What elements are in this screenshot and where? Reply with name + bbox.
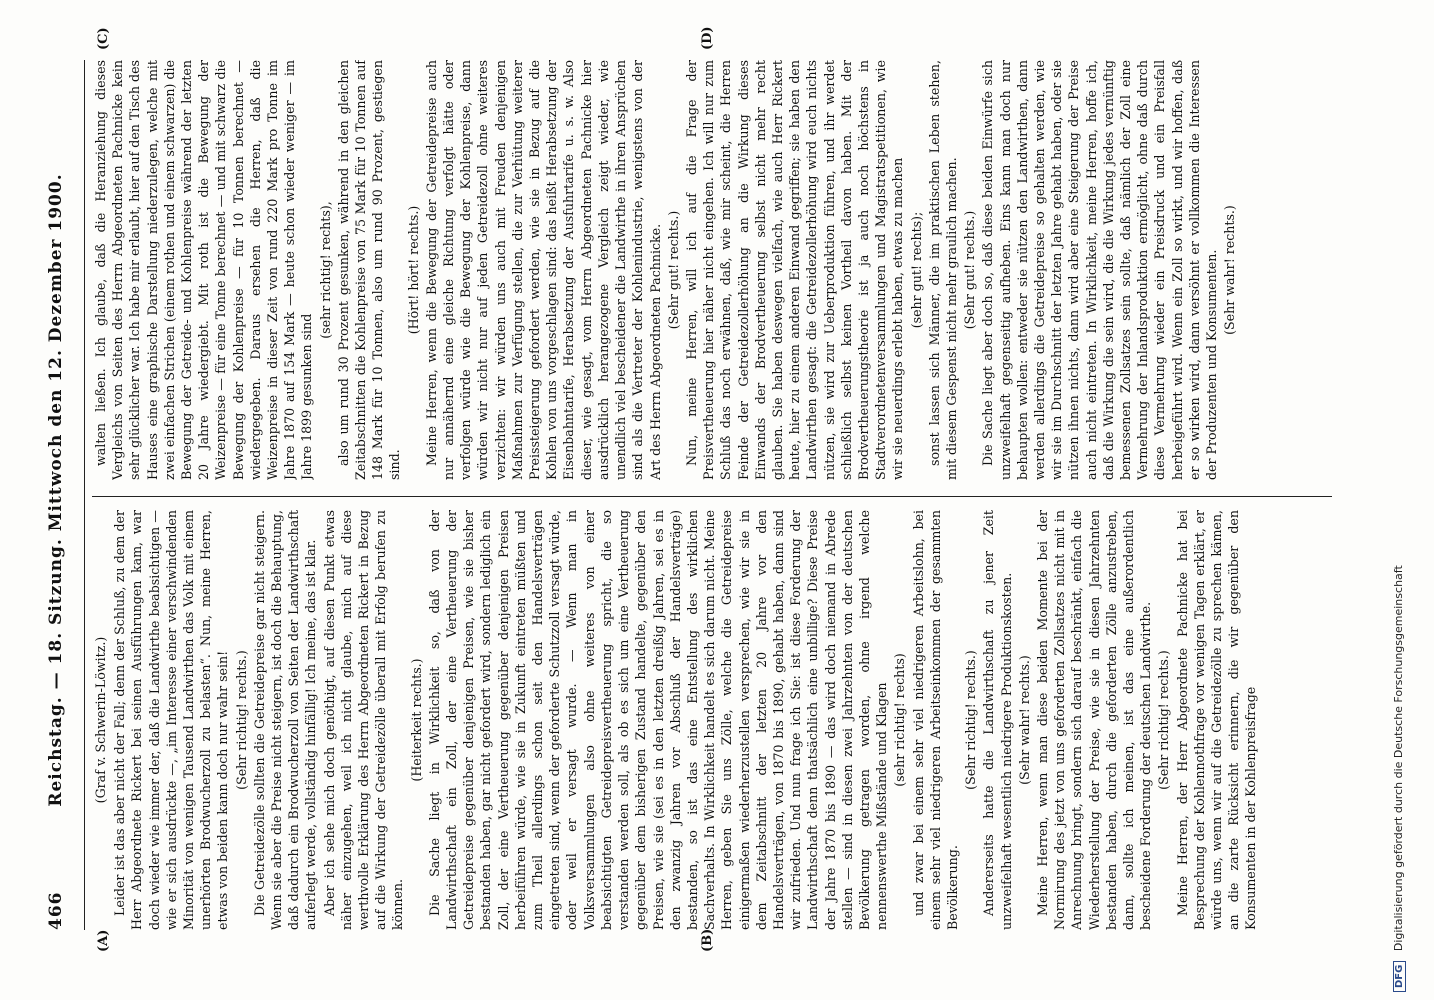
margin-marker-d: (D) bbox=[700, 26, 715, 50]
margin-marker-c: (C) bbox=[96, 27, 111, 50]
paragraph: und zwar bei einem sehr viel niedrigeren Arbeitslohn, bei einem sehr viel niedrigeren Arbeitseinkommen der gesammten Bevölkerung. bbox=[910, 510, 960, 930]
margin-marker-a: (A) bbox=[96, 929, 111, 952]
paragraph: Andererseits hatte die Landwirthschaft zu jener Zeit unzweifelhaft wesentlich niedrigere Produktionskosten. bbox=[981, 510, 1014, 930]
right-column-text bbox=[92, 60, 1238, 480]
paragraph: also um rund 30 Prozent gesunken, während in den gleichen Zeitabschnitten die Kohlenpreise von 75 Mark für 10 Tonnen auf 148 Mark für 10 Tonnen, also um rund 90 Prozent, gestiegen sind. bbox=[335, 60, 403, 480]
paragraph: Die Sache liegt in Wirklichkeit so, daß von der Landwirthschaft ein Zoll, der eine Vertheuerung der Getreidepreise gegenüber denjenigen Preisen, wie sie bisher bestanden haben, gar nicht gefordert wird, sondern lediglich ein Zoll, der eine Vertheuerung gegenüber denjenigen Preisen herbeiführen würde, wie sie in Zukunft eintreten müßten und zum Theil allerdings schon seit den Handelsverträgen eingetreten sind, wenn der geforderte Schutzzoll versagt würde, oder weil er versagt wurde. — Wenn man in Volksversammlungen also ohne weiteres von einer beabsichtigten Getreidepreisvertheuerung spricht, die so verstanden werden soll, als ob es sich um eine Vertheuerung gegenüber dem bisherigen Zustand handelte, gegenüber den Preisen, wie sie (sei es in den letzten dreißig Jahren, sei es in den zwanzig Jahren vor Abschluß der Handelsverträge) bestanden, so ist das eine Entstellung des wirklichen Sachverhalts. In Wirklichkeit handelt es sich darum nicht. Meine Herren, geben Sie uns Zölle, welche die Getreidepreise einigermaßen wiederherzustellen versprechen, wie wir sie in dem Zeitabschnitt der letzten 20 Jahre vor den Handelsverträgen, von 1870 bis 1890, gehabt haben, dann sind wir zufrieden. Und nun frage ich Sie: ist diese Forderung der Landwirthschaft denn thatsächlich eine unbillige? Diese Preise der Jahre 1870 bis 1890 — das wird doch niemand in Abrede stellen — sind in diesen zwei Jahrzehnten von der deutschen Bevölkerung getragen worden, ohne irgend welche nennenswerthe Mißstände und Klagen bbox=[426, 510, 890, 930]
page-header bbox=[40, 50, 76, 930]
page-footer bbox=[1392, 0, 1406, 1000]
paragraph: Aber ich sehe mich doch genöthigt, auf diesen Punkt etwas näher einzugehen, weil ich nicht glaube, mich auf diese werthvolle Erklärung des Herrn Abgeordneten Rickert in Bezug auf die Wirkung der Getreidezölle überall mit Erfolg berufen zu können. bbox=[321, 510, 406, 930]
paragraph: (sehr richtig! rechts) bbox=[892, 653, 908, 787]
paragraph: (Sehr gut! rechts.) bbox=[962, 210, 978, 330]
paragraph: (Sehr gut! rechts.) bbox=[665, 210, 681, 330]
dfg-logo: DFG bbox=[1393, 961, 1406, 992]
left-column bbox=[92, 510, 1322, 930]
paragraph: (Heiterkeit rechts.) bbox=[408, 658, 424, 782]
column-divider bbox=[92, 496, 1332, 497]
paragraph: (Sehr richtig! rechts.) bbox=[233, 650, 249, 790]
paragraph: Nun, meine Herren, will ich auf die Frage der Preisvertheuerung hier näher nicht eingehen. Ich will nur zum Schluß das noch erwähnen, daß, wie mir scheint, die Herren Feinde der Getreidezollerhöhung an die Wirkung dieses Einwands der Brodvertheuerung selbst nicht mehr recht glauben. Sie haben deswegen vielfach, wie auch Herr Rickert heute, hier zu einem anderen Einwand gegriffen; sie haben den Landwirthen gesagt: die Getreidezollerhöhung wird euch nichts nützen, sie wird zur Ueberproduktion führen, und ihr werdet schließlich selbst keinen Vortheil davon haben. Mit der Brodvertheuerungstheorie ist ja auch noch höchstens in Stadtverordnetenversammlungen und Magistratspetitionen, wie wir sie neuerdings erlebt haben, etwas zu machen bbox=[683, 60, 906, 480]
speaker-name: (Graf v. Schwerin-Löwitz.) bbox=[93, 636, 108, 804]
paragraph: Meine Herren, wenn die Bewegung der Getreidepreise auch nur annähernd eine gleiche Richtung verfolgt hätte oder verfolgen würde wie die Bewegung der Kohlenpreise, dann würden wir nicht nur auf jeden Getreidezoll ohne weiteres verzichten: wir würden uns auch mit Freuden denjenigen Maßnahmen zur Verfügung stellen, die zur Verhütung weiterer Preissteigerung gefordert werden, wie sie in Bezug auf die Kohlen von uns vorgeschlagen sind: das heißt Herabsetzung der Eisenbahntarife, Herabsetzung der Ausfuhrtarife u. s. w. Also dieser, wie gesagt, vom Herrn Abgeordneten Pachnicke hier ausdrücklich herangezogene Vergleich zeigt wieder, wie unendlich viel bescheidener die Landwirthe in ihren Ansprüchen sind als die Vertreter der Kohlenindustrie, wenigstens von der Art des Herrn Abgeordneten Pachnicke. bbox=[423, 60, 663, 480]
header-rule bbox=[84, 60, 85, 930]
paragraph: (Sehr richtig! rechts.) bbox=[1156, 650, 1172, 790]
paragraph: Meine Herren, wenn man diese beiden Momente bei der Normirung des jetzt von uns geforderten Zollsatzes nicht mit in Anrechnung bringt, sondern sich darauf beschränkt, einfach die Wiederherstellung der Preise, wie sie in diesen Jahrzehnten bestanden haben, durch die geforderten Zölle anzustreben, dann, sollte ich meinen, ist das eine außerordentlich bescheidene Forderung der deutschen Landwirthe. bbox=[1034, 510, 1154, 930]
paragraph: (Sehr wahr! rechts.) bbox=[1016, 655, 1032, 785]
page-title: Reichstag. — 18. Sitzung. Mittwoch den 12. Dezember 1900. bbox=[46, 173, 66, 807]
paragraph: (Hört! hört! rechts.) bbox=[405, 205, 421, 335]
paragraph: (sehr gut! rechts); bbox=[908, 211, 924, 329]
paragraph: sonst lassen sich Männer, die im praktischen Leben stehen, mit diesem Gespenst nicht mehr graulich machen. bbox=[926, 60, 959, 480]
paragraph: Meine Herren, der Herr Abgeordnete Pachnicke hat bei Besprechung der Kohlennothfrage vor wenigen Tagen erklärt, er würde uns, wenn wir auf die Getreidezölle zu sprechen kämen, an die zarte Rücksicht erinnern, die wir gegenüber den Konsumenten in der Kohlenpreisfrage bbox=[1174, 510, 1259, 930]
margin-marker-b: (B) bbox=[700, 928, 715, 952]
paragraph: (sehr richtig! rechts), bbox=[317, 201, 333, 339]
paragraph: Die Getreidezölle sollten die Getreidepreise gar nicht steigern. Wenn sie aber die Preise nicht steigern, ist doch die Behauptung, daß dadurch ein Brodwucherzoll von Seiten der Landwirthschaft auferlegt werde, vollständig hinfällig! Ich meine, das ist klar. bbox=[251, 510, 319, 930]
paragraph: Leider ist das aber nicht der Fall; denn der Schluß, zu dem der Herr Abgeordnete Rickert bei seinen Ausführungen kam, war doch wieder wie immer der, daß die Landwirthe beabsichtigen — wie er sich ausdrückte —, „im Interesse einer verschwindenden Minorität von wenigen Tausend Landwirthen das Volk mit einem unerhörten Brodwucherzoll zu belasten“. Nun, meine Herren, etwas von beiden kann doch nur wahr sein! bbox=[112, 510, 231, 930]
paragraph: walten ließen. Ich glaube, daß die Heranziehung dieses Vergleichs von Seiten des Herrn Abgeordneten Pachnicke kein sehr glücklicher war. Ich habe mir erlaubt, hier auf den Tisch des Hauses eine graphische Darstellung niederzulegen, welche mit zwei einfachen Strichen (einem rothen und einem schwarzen) die Bewegung der Getreide- und Kohlenpreise während der letzten 20 Jahre wiedergiebt. Mit roth ist die Bewegung der Weizenpreise — für eine Tonne berechnet — und mit schwarz die Bewegung der Kohlenpreise — für 10 Tonnen berechnet — wiedergegeben. Daraus ersehen die Herren, daß die Weizenpreise in dieser Zeit von rund 220 Mark pro Tonne im Jahre 1870 auf 154 Mark — heute schon wieder weniger — im Jahre 1899 gesunken sind bbox=[93, 60, 315, 480]
paragraph: (Sehr wahr! rechts.) bbox=[1222, 205, 1238, 335]
paragraph: Die Sache liegt aber doch so, daß diese beiden Einwürfe sich unzweifelhaft gegenseitig aufheben. Eins kann man doch nur behaupten wollen: entweder sie nützen den Landwirthen, dann werden allerdings die Getreidepreise so gehalten werden, wie wir sie im Durchschnitt der letzten Jahre gehabt haben, oder sie nützen ihnen nichts, dann wird aber eine Steigerung der Preise auch nicht eintreten. In Wirklichkeit, meine Herren, hoffe ich, daß die Wirkung die sein wird, die die Wirkung jedes vernünftig bemessenen Zollsatzes sein sollte, daß nämlich der Zoll eine Vermehrung der Inlandsproduktion ermöglicht, ohne daß durch diese Vermehrung wieder ein Preisdruck und ein Preisfall herbeigeführt wird. Wenn ein Zoll so wirkt, und wir hoffen, daß er so wirken wird, dann versöhnt er vollkommen die Interessen der Produzenten und Konsumenten. bbox=[980, 60, 1219, 480]
digitization-credit: Digitalisierung gefördert durch die Deutsche Forschungsgemeinschaft bbox=[1392, 565, 1405, 952]
page-number: 466 bbox=[46, 891, 66, 930]
paragraph: (Sehr richtig! rechts.) bbox=[963, 650, 979, 790]
right-column bbox=[92, 60, 1322, 480]
left-column-text bbox=[111, 510, 1259, 930]
